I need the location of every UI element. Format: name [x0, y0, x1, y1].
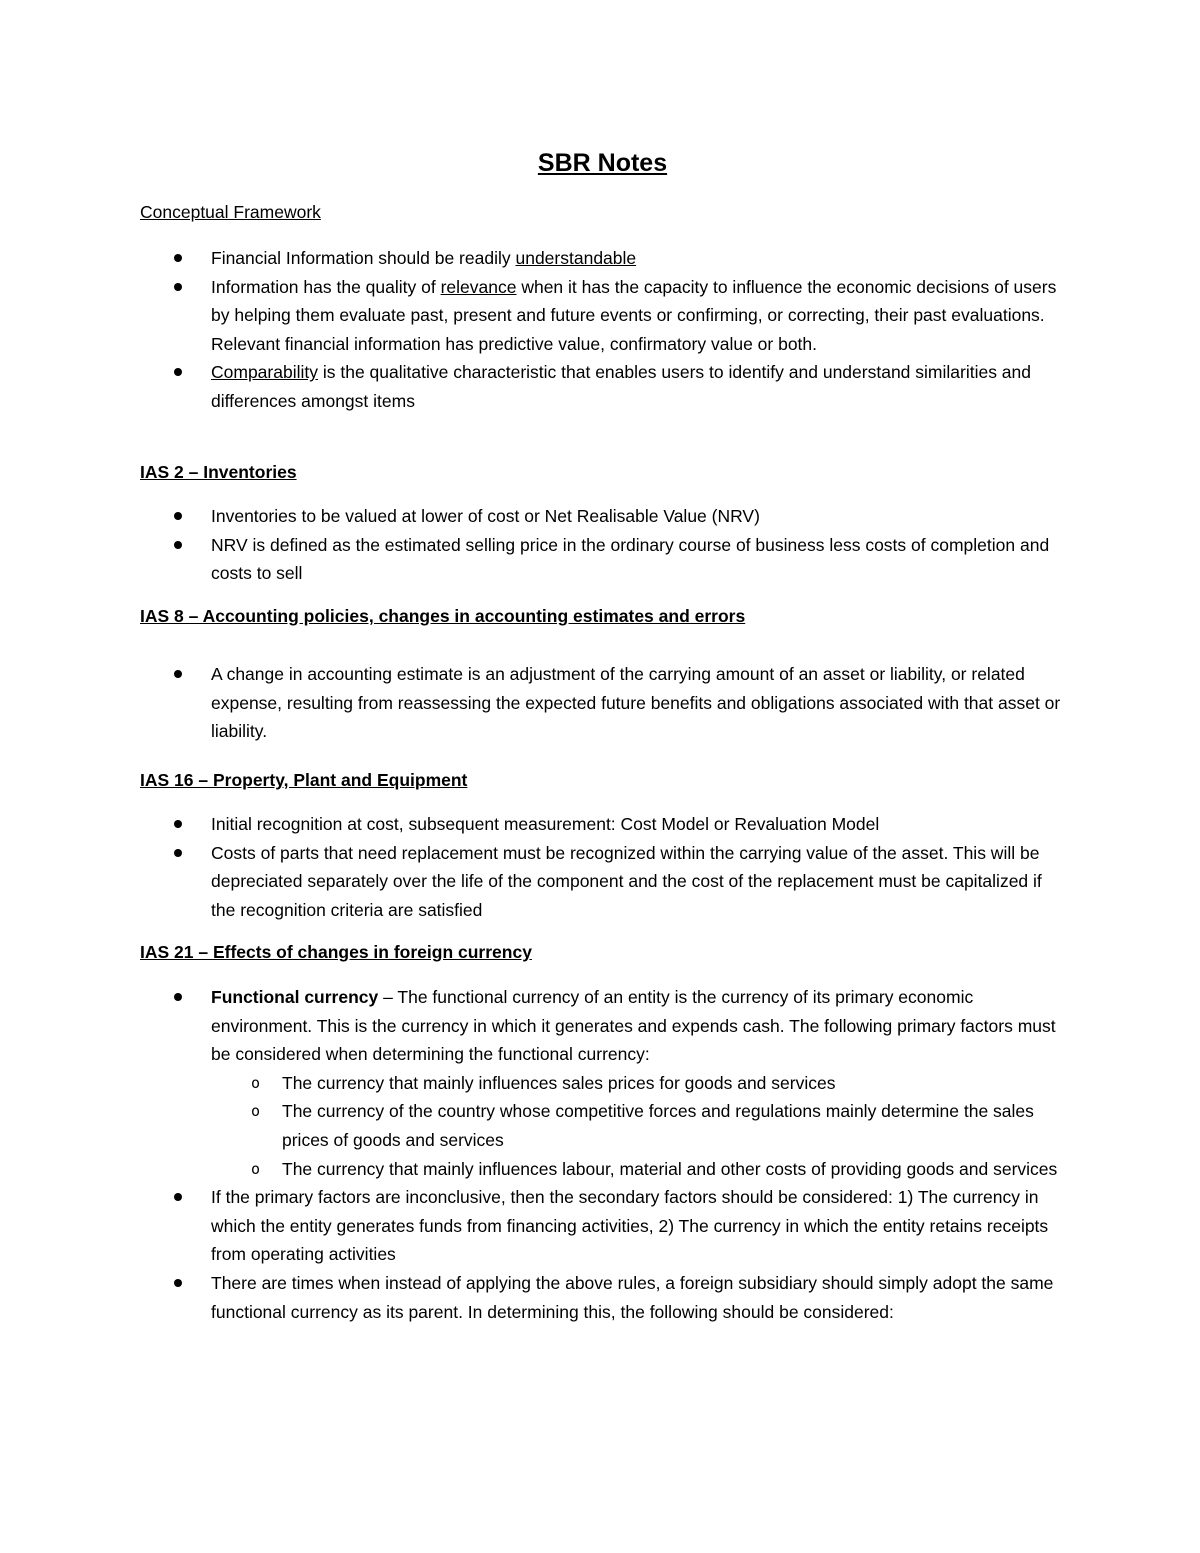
- section-heading-ias-2: IAS 2 – Inventories: [140, 462, 297, 482]
- item-text: Information has the quality of: [211, 276, 441, 297]
- item-text: Inventories to be valued at lower of cost or Net Realisable Value (NRV): [211, 506, 760, 526]
- list-item: [140, 810, 1065, 839]
- primary-factors-list: [211, 1069, 1065, 1183]
- item-text: – The functional currency of an entity is the currency of its primary economic environment. This is the currency in which it generates and expends cash. The following primary factors must be considered when determining the functional currency:: [211, 987, 1056, 1065]
- section-heading-ias-8: IAS 8 – Accounting policies, changes in accounting estimates and errors: [140, 606, 746, 626]
- list-item: [140, 660, 1065, 746]
- key-term-comparability: Comparability: [211, 362, 318, 383]
- item-text: when it has the capacity to influence the economic decisions of users by helping them evaluate past, present and future events or confirming, or correcting, their past evaluations. Relevant financial information has predictive value, confirmatory value or both.: [211, 276, 1057, 354]
- key-term-functional-currency: Functional currency: [211, 987, 379, 1007]
- list-item: [140, 244, 1065, 273]
- hollow-bullet-icon: o: [251, 1159, 261, 1178]
- item-text: NRV is defined as the estimated selling price in the ordinary course of business less costs of completion and costs to sell: [211, 534, 1050, 584]
- item-text: The currency that mainly influences labour, material and other costs of providing goods and services: [282, 1158, 1058, 1179]
- item-text: The currency that mainly influences sales prices for goods and services: [282, 1072, 836, 1093]
- sub-list-item: [211, 1155, 1065, 1184]
- ias-8-list: [140, 660, 1065, 746]
- list-item: [140, 531, 1065, 588]
- item-text: Initial recognition at cost, subsequent measurement: Cost Model or Revaluation Model: [211, 814, 880, 834]
- section-heading-ias-21: IAS 21 – Effects of changes in foreign currency: [140, 942, 532, 962]
- key-term-understandable: understandable: [515, 248, 637, 268]
- section-heading-ias-16: IAS 16 – Property, Plant and Equipment: [140, 770, 468, 790]
- list-item: [140, 358, 1065, 415]
- item-text: There are times when instead of applying the above rules, a foreign subsidiary should simply adopt the same functional currency as its parent. In determining this, the following should be considered:: [211, 1272, 1054, 1322]
- section-heading-conceptual-framework: Conceptual Framework: [140, 202, 321, 222]
- item-text: The currency of the country whose competitive forces and regulations mainly determine the sales prices of goods and services: [282, 1101, 1034, 1150]
- list-item: [140, 983, 1065, 1183]
- item-text: If the primary factors are inconclusive, then the secondary factors should be considered: 1) The currency in which the entity generates funds from financing activities, 2) The currency in which the entity retains receipts from operating activities: [211, 1187, 1049, 1265]
- key-term-relevance: relevance: [440, 276, 517, 297]
- list-item: [140, 502, 1065, 531]
- list-item: [140, 1269, 1065, 1326]
- sub-list-item: [211, 1097, 1065, 1154]
- ias-21-list: [140, 983, 1065, 1326]
- item-text: is the qualitative characteristic that enables users to identify and understand similarities and differences amongst items: [211, 362, 1032, 411]
- item-text: Costs of parts that need replacement must be recognized within the carrying value of the asset. This will be depreciated separately over the life of the component and the cost of the replacement must be capitalized if the recognition criteria are satisfied: [211, 842, 1042, 920]
- hollow-bullet-icon: o: [251, 1073, 261, 1092]
- hollow-bullet-icon: o: [251, 1102, 261, 1121]
- conceptual-framework-list: [140, 244, 1065, 416]
- list-item: [140, 273, 1065, 359]
- list-item: [140, 1183, 1065, 1269]
- list-item: [140, 839, 1065, 925]
- page-title: SBR Notes: [537, 149, 668, 177]
- item-text: Financial Information should be readily: [211, 248, 516, 268]
- ias-16-list: [140, 810, 1065, 924]
- ias-2-list: [140, 502, 1065, 588]
- sub-list-item: [211, 1069, 1065, 1098]
- item-text: A change in accounting estimate is an adjustment of the carrying amount of an asset or liability, or related expense, resulting from reassessing the expected future benefits and obligations associated with that asset or liability.: [211, 664, 1061, 742]
